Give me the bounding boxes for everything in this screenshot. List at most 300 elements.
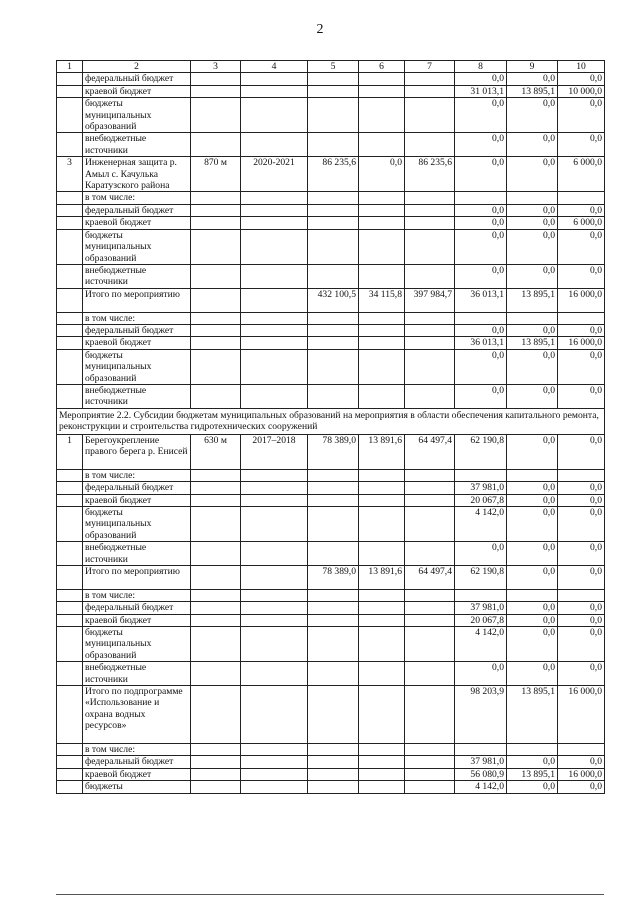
row-label-cell: бюджеты муниципальных образований bbox=[83, 229, 191, 264]
column-header: 2 bbox=[83, 61, 191, 73]
table-cell bbox=[57, 384, 83, 408]
table-cell bbox=[241, 192, 308, 204]
table-cell bbox=[359, 602, 405, 614]
table-cell bbox=[241, 349, 308, 384]
table-cell bbox=[191, 288, 241, 312]
table-cell: 36 013,1 bbox=[455, 337, 507, 349]
row-label-cell: федеральный бюджет bbox=[83, 73, 191, 85]
table-row bbox=[57, 312, 605, 324]
table-cell bbox=[558, 312, 605, 324]
table-cell bbox=[308, 542, 359, 566]
table-cell bbox=[57, 288, 83, 312]
table-cell bbox=[359, 73, 405, 85]
table-cell bbox=[308, 192, 359, 204]
table-cell bbox=[308, 98, 359, 133]
table-cell: 0,0 bbox=[455, 157, 507, 192]
table-cell bbox=[308, 781, 359, 793]
table-cell: 0,0 bbox=[558, 434, 605, 469]
table-cell bbox=[57, 85, 83, 97]
table-cell bbox=[241, 602, 308, 614]
table-row bbox=[57, 542, 605, 566]
table-cell: 0,0 bbox=[507, 217, 558, 229]
table-row bbox=[57, 614, 605, 626]
table-cell bbox=[191, 85, 241, 97]
table-cell bbox=[359, 494, 405, 506]
table-cell bbox=[57, 768, 83, 780]
table-cell: 20 067,8 bbox=[455, 614, 507, 626]
table-cell bbox=[558, 469, 605, 481]
row-label-cell: бюджеты муниципальных образований bbox=[83, 506, 191, 541]
table-cell bbox=[359, 756, 405, 768]
table-row bbox=[57, 482, 605, 494]
table-cell: 0,0 bbox=[507, 602, 558, 614]
table-cell bbox=[241, 324, 308, 336]
table-cell bbox=[359, 744, 405, 756]
table-cell bbox=[405, 85, 455, 97]
table-cell: 20 067,8 bbox=[455, 494, 507, 506]
column-header: 9 bbox=[507, 61, 558, 73]
table-body bbox=[57, 73, 605, 793]
table-cell bbox=[241, 229, 308, 264]
table-cell bbox=[241, 627, 308, 662]
table-cell bbox=[558, 744, 605, 756]
table-cell: 0,0 bbox=[507, 662, 558, 686]
table-cell: 62 190,8 bbox=[455, 434, 507, 469]
table-cell: 0,0 bbox=[558, 542, 605, 566]
row-label-cell: в том числе: bbox=[83, 469, 191, 481]
row-label-cell: в том числе: bbox=[83, 192, 191, 204]
table-cell: 13 895,1 bbox=[507, 686, 558, 744]
table-cell bbox=[405, 602, 455, 614]
table-cell: 0,0 bbox=[558, 627, 605, 662]
table-cell: 34 115,8 bbox=[359, 288, 405, 312]
table-cell bbox=[191, 324, 241, 336]
table-cell: 4 142,0 bbox=[455, 627, 507, 662]
row-label-cell: внебюджетные источники bbox=[83, 264, 191, 288]
table-cell bbox=[191, 602, 241, 614]
table-cell bbox=[405, 781, 455, 793]
table-cell bbox=[241, 506, 308, 541]
table-cell: 0,0 bbox=[558, 602, 605, 614]
table-cell: 6 000,0 bbox=[558, 217, 605, 229]
table-cell: 16 000,0 bbox=[558, 337, 605, 349]
table-cell bbox=[308, 384, 359, 408]
row-label-cell: бюджеты муниципальных образований bbox=[83, 349, 191, 384]
table-cell: 16 000,0 bbox=[558, 768, 605, 780]
table-cell bbox=[191, 337, 241, 349]
row-label-cell: краевой бюджет bbox=[83, 85, 191, 97]
table-cell bbox=[57, 264, 83, 288]
table-row bbox=[57, 781, 605, 793]
table-cell bbox=[405, 614, 455, 626]
row-label-cell: Итого по мероприятию bbox=[83, 566, 191, 590]
table-cell bbox=[57, 506, 83, 541]
table-row bbox=[57, 627, 605, 662]
table-cell bbox=[359, 98, 405, 133]
table-cell bbox=[57, 686, 83, 744]
table-cell bbox=[405, 662, 455, 686]
table-cell bbox=[308, 324, 359, 336]
table-cell bbox=[57, 494, 83, 506]
table-cell bbox=[507, 589, 558, 601]
row-label-cell: в том числе: bbox=[83, 744, 191, 756]
table-cell: 0,0 bbox=[558, 349, 605, 384]
table-cell bbox=[405, 744, 455, 756]
table-cell: 62 190,8 bbox=[455, 566, 507, 590]
table-cell bbox=[308, 264, 359, 288]
table-cell bbox=[405, 768, 455, 780]
table-cell bbox=[405, 542, 455, 566]
table-cell: 4 142,0 bbox=[455, 781, 507, 793]
table-cell bbox=[507, 469, 558, 481]
table-row bbox=[57, 662, 605, 686]
table-cell: 0,0 bbox=[507, 264, 558, 288]
table-cell: 0,0 bbox=[507, 756, 558, 768]
table-cell: 0,0 bbox=[507, 627, 558, 662]
table-cell bbox=[359, 312, 405, 324]
table-cell bbox=[191, 482, 241, 494]
table-row bbox=[57, 85, 605, 97]
table-cell: 86 235,6 bbox=[308, 157, 359, 192]
table-cell: 0,0 bbox=[558, 98, 605, 133]
table-cell: 0,0 bbox=[455, 349, 507, 384]
table-cell bbox=[57, 756, 83, 768]
table-cell: 16 000,0 bbox=[558, 288, 605, 312]
column-header: 6 bbox=[359, 61, 405, 73]
table-cell: 0,0 bbox=[507, 542, 558, 566]
table-cell: 0,0 bbox=[558, 264, 605, 288]
table-cell: 0,0 bbox=[507, 482, 558, 494]
table-cell bbox=[359, 482, 405, 494]
table-cell bbox=[558, 589, 605, 601]
table-cell bbox=[241, 85, 308, 97]
table-cell: 0,0 bbox=[558, 229, 605, 264]
row-label-cell: внебюджетные источники bbox=[83, 662, 191, 686]
table-cell bbox=[191, 768, 241, 780]
table-cell bbox=[241, 566, 308, 590]
table-cell bbox=[191, 589, 241, 601]
table-cell: 37 981,0 bbox=[455, 602, 507, 614]
table-cell bbox=[191, 229, 241, 264]
table-row bbox=[57, 768, 605, 780]
table-cell bbox=[241, 204, 308, 216]
table-cell bbox=[308, 506, 359, 541]
table-cell bbox=[57, 98, 83, 133]
table-cell bbox=[191, 98, 241, 133]
table-cell bbox=[57, 482, 83, 494]
table-cell bbox=[308, 312, 359, 324]
table-cell bbox=[241, 217, 308, 229]
table-cell bbox=[558, 192, 605, 204]
table-cell bbox=[241, 482, 308, 494]
table-cell bbox=[359, 686, 405, 744]
table-cell bbox=[241, 469, 308, 481]
table-cell bbox=[241, 542, 308, 566]
table-cell: 13 895,1 bbox=[507, 85, 558, 97]
table-cell bbox=[57, 662, 83, 686]
table-cell: 0,0 bbox=[558, 73, 605, 85]
table-cell bbox=[241, 662, 308, 686]
table-cell bbox=[405, 192, 455, 204]
table-cell: 98 203,9 bbox=[455, 686, 507, 744]
row-label-cell: федеральный бюджет bbox=[83, 482, 191, 494]
table-cell: 0,0 bbox=[455, 324, 507, 336]
table-row bbox=[57, 98, 605, 133]
row-label-cell: краевой бюджет bbox=[83, 217, 191, 229]
table-cell: 0,0 bbox=[507, 204, 558, 216]
table-cell: 397 984,7 bbox=[405, 288, 455, 312]
table-cell bbox=[507, 192, 558, 204]
table-cell bbox=[191, 192, 241, 204]
table-cell bbox=[308, 469, 359, 481]
row-label-cell: федеральный бюджет bbox=[83, 324, 191, 336]
table-cell: 0,0 bbox=[359, 157, 405, 192]
table-cell bbox=[405, 384, 455, 408]
table-cell bbox=[308, 756, 359, 768]
table-cell bbox=[405, 349, 455, 384]
table-cell: 0,0 bbox=[558, 566, 605, 590]
table-row bbox=[57, 288, 605, 312]
row-label-cell: Итого по подпрограмме «Использование и охрана водных ресурсов» bbox=[83, 686, 191, 744]
row-label-cell: бюджеты муниципальных образований bbox=[83, 627, 191, 662]
table-cell bbox=[241, 686, 308, 744]
table-cell: 0,0 bbox=[455, 229, 507, 264]
table-cell bbox=[405, 217, 455, 229]
table-cell: 13 895,1 bbox=[507, 288, 558, 312]
table-cell bbox=[57, 627, 83, 662]
row-label-cell: в том числе: bbox=[83, 589, 191, 601]
table-cell bbox=[308, 744, 359, 756]
table-row bbox=[57, 337, 605, 349]
table-cell bbox=[308, 85, 359, 97]
table-cell bbox=[308, 768, 359, 780]
table-cell bbox=[191, 469, 241, 481]
table-cell bbox=[57, 614, 83, 626]
table-cell bbox=[241, 264, 308, 288]
table-cell bbox=[241, 337, 308, 349]
table-cell: 6 000,0 bbox=[558, 157, 605, 192]
table-cell bbox=[308, 349, 359, 384]
table-cell bbox=[405, 686, 455, 744]
table-cell bbox=[191, 73, 241, 85]
table-cell bbox=[405, 506, 455, 541]
table-cell bbox=[455, 589, 507, 601]
table-cell bbox=[359, 542, 405, 566]
table-cell bbox=[455, 744, 507, 756]
table-cell: 13 895,1 bbox=[507, 768, 558, 780]
table-cell bbox=[359, 324, 405, 336]
section-title: Мероприятие 2.2. Субсидии бюджетам муниципальных образований на мероприятия в области обеспечения капитального ремонта, реконструкции и строительства гидротехнических сооружений bbox=[57, 408, 605, 434]
table-cell bbox=[308, 73, 359, 85]
table-cell bbox=[241, 288, 308, 312]
table-cell: 0,0 bbox=[558, 384, 605, 408]
table-cell: 36 013,1 bbox=[455, 288, 507, 312]
table-cell: 13 891,6 bbox=[359, 434, 405, 469]
table-cell bbox=[241, 756, 308, 768]
table-cell bbox=[191, 756, 241, 768]
row-label-cell: Итого по мероприятию bbox=[83, 288, 191, 312]
table-cell bbox=[308, 494, 359, 506]
table-cell bbox=[455, 469, 507, 481]
table-cell bbox=[57, 602, 83, 614]
table-cell bbox=[455, 312, 507, 324]
table-cell: 0,0 bbox=[558, 662, 605, 686]
table-cell bbox=[57, 324, 83, 336]
table-cell bbox=[359, 384, 405, 408]
table-cell: 0,0 bbox=[558, 482, 605, 494]
column-header: 3 bbox=[191, 61, 241, 73]
table-cell: 0,0 bbox=[455, 662, 507, 686]
row-label-cell: федеральный бюджет bbox=[83, 602, 191, 614]
table-cell bbox=[359, 337, 405, 349]
table-cell: 0,0 bbox=[507, 434, 558, 469]
table-cell bbox=[405, 133, 455, 157]
table-cell bbox=[241, 614, 308, 626]
table-cell bbox=[57, 589, 83, 601]
table-cell bbox=[241, 98, 308, 133]
table-cell bbox=[57, 469, 83, 481]
table-cell: 0,0 bbox=[507, 157, 558, 192]
budget-table bbox=[56, 60, 605, 794]
table-cell bbox=[57, 192, 83, 204]
table-cell: 630 м bbox=[191, 434, 241, 469]
table-cell: 3 bbox=[57, 157, 83, 192]
table-cell bbox=[241, 384, 308, 408]
page-number: 2 bbox=[316, 22, 324, 37]
table-cell: 86 235,6 bbox=[405, 157, 455, 192]
table-cell: 0,0 bbox=[455, 264, 507, 288]
table-cell: 0,0 bbox=[455, 133, 507, 157]
table-cell bbox=[359, 264, 405, 288]
table-cell: 0,0 bbox=[455, 384, 507, 408]
table-cell: 31 013,1 bbox=[455, 85, 507, 97]
table-cell bbox=[191, 204, 241, 216]
table-cell bbox=[191, 614, 241, 626]
table-cell bbox=[405, 229, 455, 264]
table-cell bbox=[359, 217, 405, 229]
table-cell bbox=[507, 744, 558, 756]
table-cell bbox=[191, 494, 241, 506]
table-cell: 0,0 bbox=[507, 349, 558, 384]
table-cell: 0,0 bbox=[507, 506, 558, 541]
table-cell: 0,0 bbox=[558, 614, 605, 626]
table-cell bbox=[405, 494, 455, 506]
table-cell bbox=[241, 494, 308, 506]
table-cell: 0,0 bbox=[507, 229, 558, 264]
table-cell bbox=[191, 744, 241, 756]
table-cell bbox=[191, 264, 241, 288]
table-cell: 0,0 bbox=[455, 542, 507, 566]
table-cell: 0,0 bbox=[507, 494, 558, 506]
table-row bbox=[57, 494, 605, 506]
table-cell bbox=[191, 627, 241, 662]
table-cell: 0,0 bbox=[558, 781, 605, 793]
row-label-cell: внебюджетные источники bbox=[83, 133, 191, 157]
table-cell: 0,0 bbox=[507, 98, 558, 133]
table-cell bbox=[405, 469, 455, 481]
column-header: 4 bbox=[241, 61, 308, 73]
table-cell bbox=[308, 217, 359, 229]
table-cell: 0,0 bbox=[507, 384, 558, 408]
table-cell bbox=[191, 312, 241, 324]
table-cell bbox=[191, 506, 241, 541]
row-label-cell: внебюджетные источники bbox=[83, 384, 191, 408]
table-cell: 0,0 bbox=[455, 98, 507, 133]
table-cell: 0,0 bbox=[558, 494, 605, 506]
column-header: 1 bbox=[57, 61, 83, 73]
table-cell bbox=[308, 482, 359, 494]
table-row bbox=[57, 602, 605, 614]
table-cell bbox=[455, 192, 507, 204]
table-cell bbox=[405, 627, 455, 662]
table-cell bbox=[308, 686, 359, 744]
row-label-cell: внебюджетные источники bbox=[83, 542, 191, 566]
table-cell bbox=[241, 768, 308, 780]
table-cell: 78 389,0 bbox=[308, 434, 359, 469]
table-row bbox=[57, 229, 605, 264]
column-header: 7 bbox=[405, 61, 455, 73]
table-cell bbox=[57, 204, 83, 216]
table-cell bbox=[359, 768, 405, 780]
table-cell bbox=[57, 337, 83, 349]
table-cell bbox=[308, 337, 359, 349]
table-cell bbox=[359, 204, 405, 216]
row-label-cell: Инженерная защита р. Амыл с. Качулька Каратузского района bbox=[83, 157, 191, 192]
column-number-row bbox=[57, 61, 605, 73]
column-header: 10 bbox=[558, 61, 605, 73]
table-row bbox=[57, 566, 605, 590]
row-label-cell: краевой бюджет bbox=[83, 337, 191, 349]
section-header-row bbox=[57, 408, 605, 434]
table-cell bbox=[241, 589, 308, 601]
column-header: 5 bbox=[308, 61, 359, 73]
table-cell bbox=[57, 781, 83, 793]
table-cell bbox=[57, 542, 83, 566]
table-cell: 16 000,0 bbox=[558, 686, 605, 744]
table-row bbox=[57, 204, 605, 216]
table-cell bbox=[405, 324, 455, 336]
table-cell bbox=[359, 627, 405, 662]
table-cell: 37 981,0 bbox=[455, 756, 507, 768]
table-row bbox=[57, 264, 605, 288]
table-row bbox=[57, 384, 605, 408]
table-cell bbox=[359, 506, 405, 541]
table-cell: 0,0 bbox=[558, 204, 605, 216]
table-cell bbox=[308, 229, 359, 264]
row-label-cell: федеральный бюджет bbox=[83, 756, 191, 768]
row-label-cell: бюджеты bbox=[83, 781, 191, 793]
table-cell bbox=[359, 133, 405, 157]
table-cell: 0,0 bbox=[558, 756, 605, 768]
table-cell bbox=[57, 73, 83, 85]
table-cell bbox=[57, 312, 83, 324]
table-cell: 0,0 bbox=[558, 506, 605, 541]
table-cell bbox=[308, 133, 359, 157]
column-header: 8 bbox=[455, 61, 507, 73]
row-label-cell: краевой бюджет bbox=[83, 614, 191, 626]
table-cell bbox=[405, 204, 455, 216]
table-row bbox=[57, 469, 605, 481]
table-cell: 0,0 bbox=[507, 614, 558, 626]
table-cell bbox=[308, 662, 359, 686]
table-row bbox=[57, 744, 605, 756]
row-label-cell: Берегоукрепление правого берега р. Енисей bbox=[83, 434, 191, 469]
table-cell bbox=[359, 469, 405, 481]
table-cell bbox=[57, 229, 83, 264]
table-cell bbox=[191, 566, 241, 590]
table-cell: 13 891,6 bbox=[359, 566, 405, 590]
table-cell: 0,0 bbox=[507, 73, 558, 85]
